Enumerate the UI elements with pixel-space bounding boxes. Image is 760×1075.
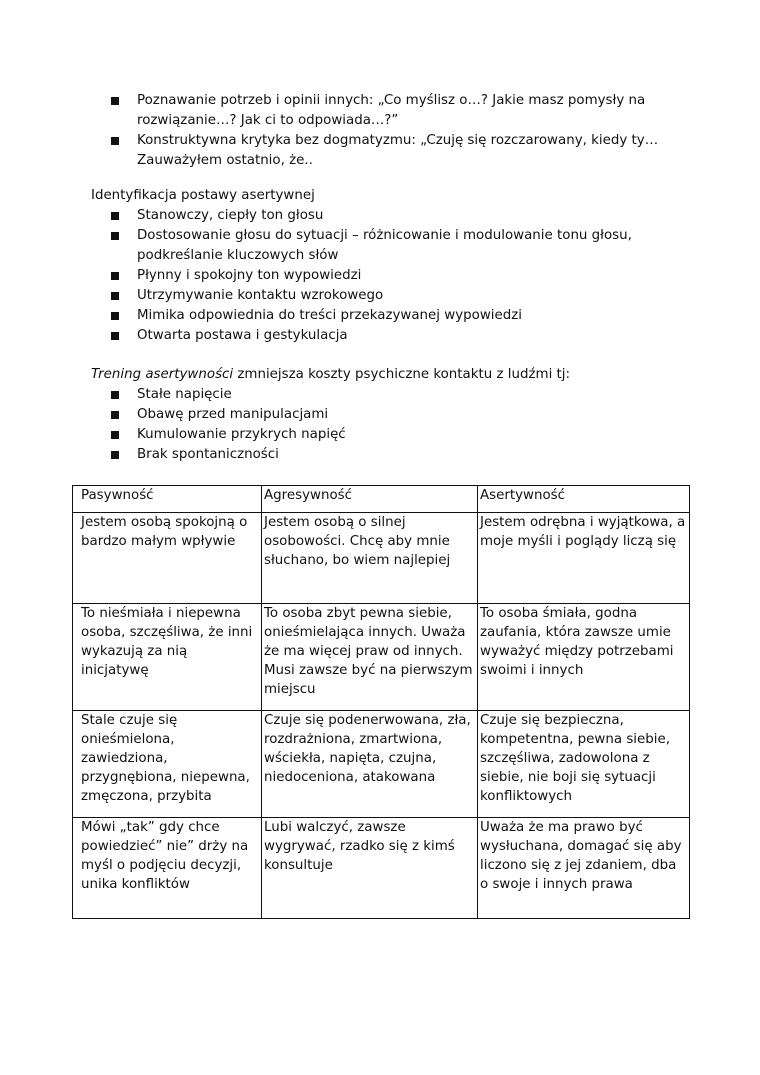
bullet-icon: [111, 97, 119, 105]
table-cell: To osoba zbyt pewna siebie, onieśmielająca innych. Uważa że ma więcej praw od innych. Musi zawsze być na pierwszym miejscu: [262, 604, 478, 711]
list-item: Płynny i spokojny ton wypowiedzi: [137, 266, 677, 286]
table-cell: To nieśmiała i niepewna osoba, szczęśliwa, że inni wykazują za nią inicjatywę: [73, 604, 262, 711]
bullet-icon: [111, 232, 119, 240]
training-heading: [91, 365, 570, 385]
bullet-icon: [111, 332, 119, 340]
bullet-icon: [111, 272, 119, 280]
header-cell: Agresywność: [262, 486, 478, 513]
bullet-icon: [111, 391, 119, 399]
list-item: Mimika odpowiednia do treści przekazywanej wypowiedzi: [137, 306, 677, 326]
table-row: [73, 711, 690, 818]
table-cell: Mówi „tak” gdy chce powiedzieć” nie” drży na myśl o podjęciu decyzji, unika konfliktów: [73, 818, 262, 919]
bullet-icon: [111, 431, 119, 439]
list-item: Dostosowanie głosu do sytuacji – różnicowanie i modulowanie tonu głosu, podkreślanie kluczowych słów: [137, 226, 677, 266]
bullet-icon: [111, 137, 119, 145]
list-item: Obawę przed manipulacjami: [137, 405, 677, 425]
attitudes-table: [72, 485, 690, 919]
table-row: [73, 513, 690, 604]
table-row: [73, 604, 690, 711]
table-cell: Jestem odrębna i wyjątkowa, a moje myśli i poglądy liczą się: [478, 513, 690, 604]
training-list: [137, 385, 677, 465]
list-item: Otwarta postawa i gestykulacja: [137, 326, 677, 346]
identification-list: [137, 206, 677, 346]
identification-heading: Identyfikacja postawy asertywnej: [91, 188, 315, 203]
list-item: Poznawanie potrzeb i opinii innych: „Co myślisz o…? Jakie masz pomysły na rozwiązanie…? Jak ci to odpowiada…?”: [137, 91, 677, 131]
list-item: Konstruktywna krytyka bez dogmatyzmu: „Czuję się rozczarowany, kiedy ty… Zauważyłem ostatnio, że..: [137, 131, 677, 171]
table-cell: Jestem osobą o silnej osobowości. Chcę aby mnie słuchano, bo wiem najlepiej: [262, 513, 478, 604]
list-item: Brak spontaniczności: [137, 445, 677, 465]
bullet-icon: [111, 411, 119, 419]
training-heading-rest: zmniejsza koszty psychiczne kontaktu z ludźmi tj:: [233, 367, 571, 382]
list-item: Stanowczy, ciepły ton głosu: [137, 206, 677, 226]
header-cell: Asertywność: [478, 486, 690, 513]
list-item: Utrzymywanie kontaktu wzrokowego: [137, 286, 677, 306]
bullet-icon: [111, 212, 119, 220]
top-bullet-list: [137, 91, 677, 171]
list-item: Stałe napięcie: [137, 385, 677, 405]
table-cell: To osoba śmiała, godna zaufania, która zawsze umie wyważyć między potrzebami swoimi i innych: [478, 604, 690, 711]
table-cell: Czuje się bezpieczna, kompetentna, pewna siebie, szczęśliwa, zadowolona z siebie, nie boji się sytuacji konfliktowych: [478, 711, 690, 818]
header-cell: Pasywność: [73, 486, 262, 513]
bullet-icon: [111, 312, 119, 320]
table-cell: Jestem osobą spokojną o bardzo małym wpływie: [73, 513, 262, 604]
table-header-row: [73, 486, 690, 513]
table-cell: Czuje się podenerwowana, zła, rozdrażniona, zmartwiona, wściekła, napięta, czujna, niedoceniona, atakowana: [262, 711, 478, 818]
table-cell: Uważa że ma prawo być wysłuchana, domagać się aby liczono się z jej zdaniem, dba o swoje i innych prawa: [478, 818, 690, 919]
bullet-icon: [111, 292, 119, 300]
table-row: [73, 818, 690, 919]
training-heading-italic: Trening asertywności: [91, 367, 234, 382]
list-item: Kumulowanie przykrych napięć: [137, 425, 677, 445]
table-cell: Stale czuje się onieśmielona, zawiedziona, przygnębiona, niepewna, zmęczona, przybita: [73, 711, 262, 818]
table-cell: Lubi walczyć, zawsze wygrywać, rzadko się z kimś konsultuje: [262, 818, 478, 919]
bullet-icon: [111, 451, 119, 459]
